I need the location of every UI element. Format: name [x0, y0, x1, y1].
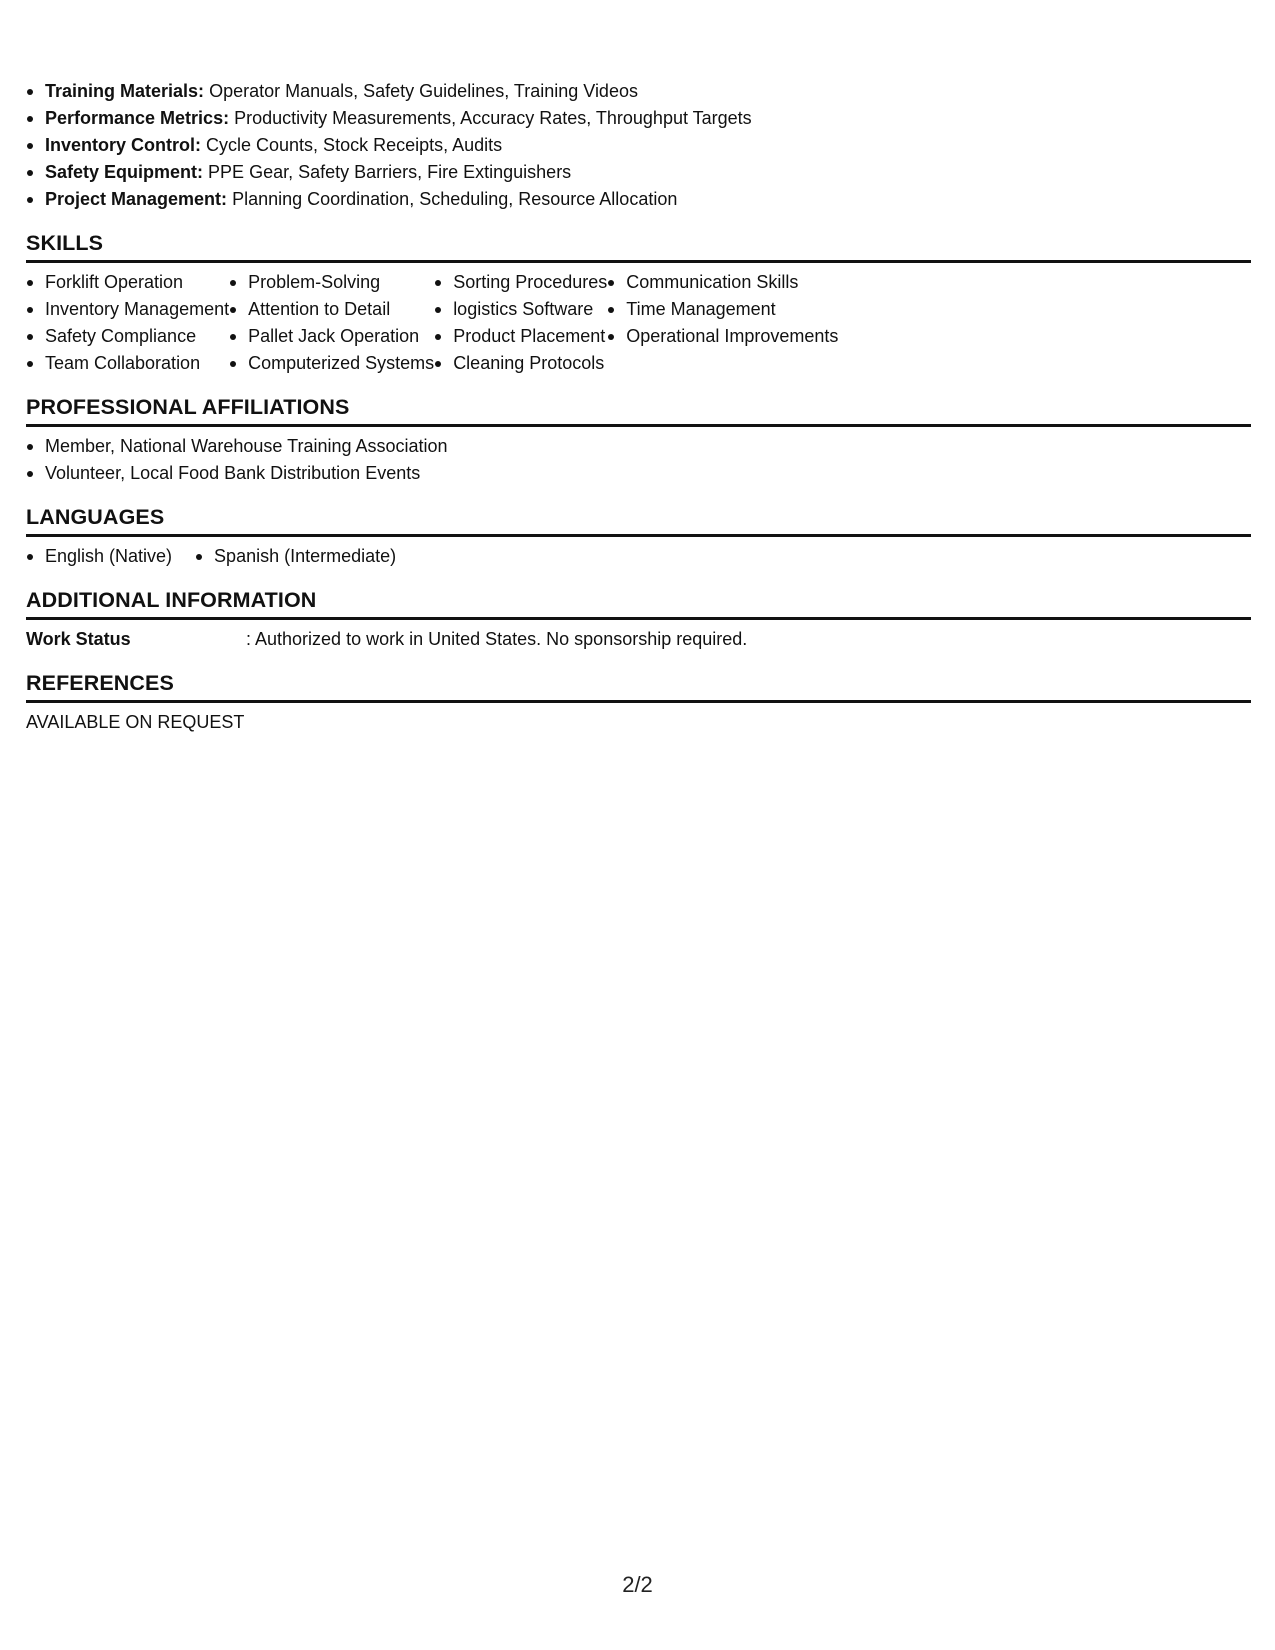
section-title-references: REFERENCES	[26, 669, 1251, 703]
skill-item: Safety Compliance	[26, 323, 229, 350]
work-status-value: : Authorized to work in United States. No sponsorship required.	[246, 629, 748, 649]
section-title-additional-info: ADDITIONAL INFORMATION	[26, 586, 1251, 620]
skill-item: Pallet Jack Operation	[229, 323, 434, 350]
item-value: Operator Manuals, Safety Guidelines, Training Videos	[209, 81, 638, 101]
language-item: English (Native)	[26, 543, 172, 570]
list-item	[26, 186, 1251, 213]
skill-item: Operational Improvements	[607, 323, 838, 350]
item-value: Productivity Measurements, Accuracy Rates, Throughput Targets	[234, 108, 752, 128]
list-item	[26, 105, 1251, 132]
skill-item: Sorting Procedures	[434, 269, 607, 296]
skill-item: Product Placement	[434, 323, 607, 350]
section-title-skills: SKILLS	[26, 229, 1251, 263]
languages-section	[26, 503, 1251, 570]
affiliations-list	[26, 433, 1251, 487]
affiliations-section	[26, 393, 1251, 487]
list-item	[26, 159, 1251, 186]
section-title-affiliations: PROFESSIONAL AFFILIATIONS	[26, 393, 1251, 427]
languages-list	[26, 543, 1251, 570]
item-label: Performance Metrics:	[45, 108, 230, 128]
skills-column-1	[26, 269, 229, 377]
skills-column-4	[607, 269, 838, 377]
skills-column-2	[229, 269, 434, 377]
language-item: Spanish (Intermediate)	[195, 543, 396, 570]
skills-column-3	[434, 269, 607, 377]
skill-item: Problem-Solving	[229, 269, 434, 296]
item-value: PPE Gear, Safety Barriers, Fire Extinguishers	[208, 162, 572, 182]
skill-item: Inventory Management	[26, 296, 229, 323]
details-list	[26, 78, 1251, 213]
item-label: Project Management:	[45, 189, 228, 209]
references-text: AVAILABLE ON REQUEST	[26, 712, 245, 732]
page-number: 2/2	[622, 1572, 653, 1597]
skills-section	[26, 229, 1251, 377]
skill-item: Attention to Detail	[229, 296, 434, 323]
item-label: Inventory Control:	[45, 135, 201, 155]
list-item	[26, 132, 1251, 159]
section-title-languages: LANGUAGES	[26, 503, 1251, 537]
skill-item: Communication Skills	[607, 269, 838, 296]
additional-info-section	[26, 586, 1251, 653]
item-label: Training Materials:	[45, 81, 205, 101]
resume-page	[26, 78, 1251, 736]
skill-item: Team Collaboration	[26, 350, 229, 377]
skill-item: Computerized Systems	[229, 350, 434, 377]
affiliation-item: Volunteer, Local Food Bank Distribution Events	[26, 460, 1251, 487]
work-status-label: Work Status	[26, 629, 131, 649]
skills-grid	[26, 269, 1251, 377]
skill-item: Forklift Operation	[26, 269, 229, 296]
work-status-row	[26, 626, 1251, 653]
affiliation-item: Member, National Warehouse Training Association	[26, 433, 1251, 460]
item-label: Safety Equipment:	[45, 162, 204, 182]
item-value: Cycle Counts, Stock Receipts, Audits	[206, 135, 503, 155]
skill-item: Cleaning Protocols	[434, 350, 607, 377]
skill-item: Time Management	[607, 296, 838, 323]
references-section	[26, 669, 1251, 736]
list-item	[26, 78, 1251, 105]
skill-item: logistics Software	[434, 296, 607, 323]
item-value: Planning Coordination, Scheduling, Resource Allocation	[232, 189, 678, 209]
